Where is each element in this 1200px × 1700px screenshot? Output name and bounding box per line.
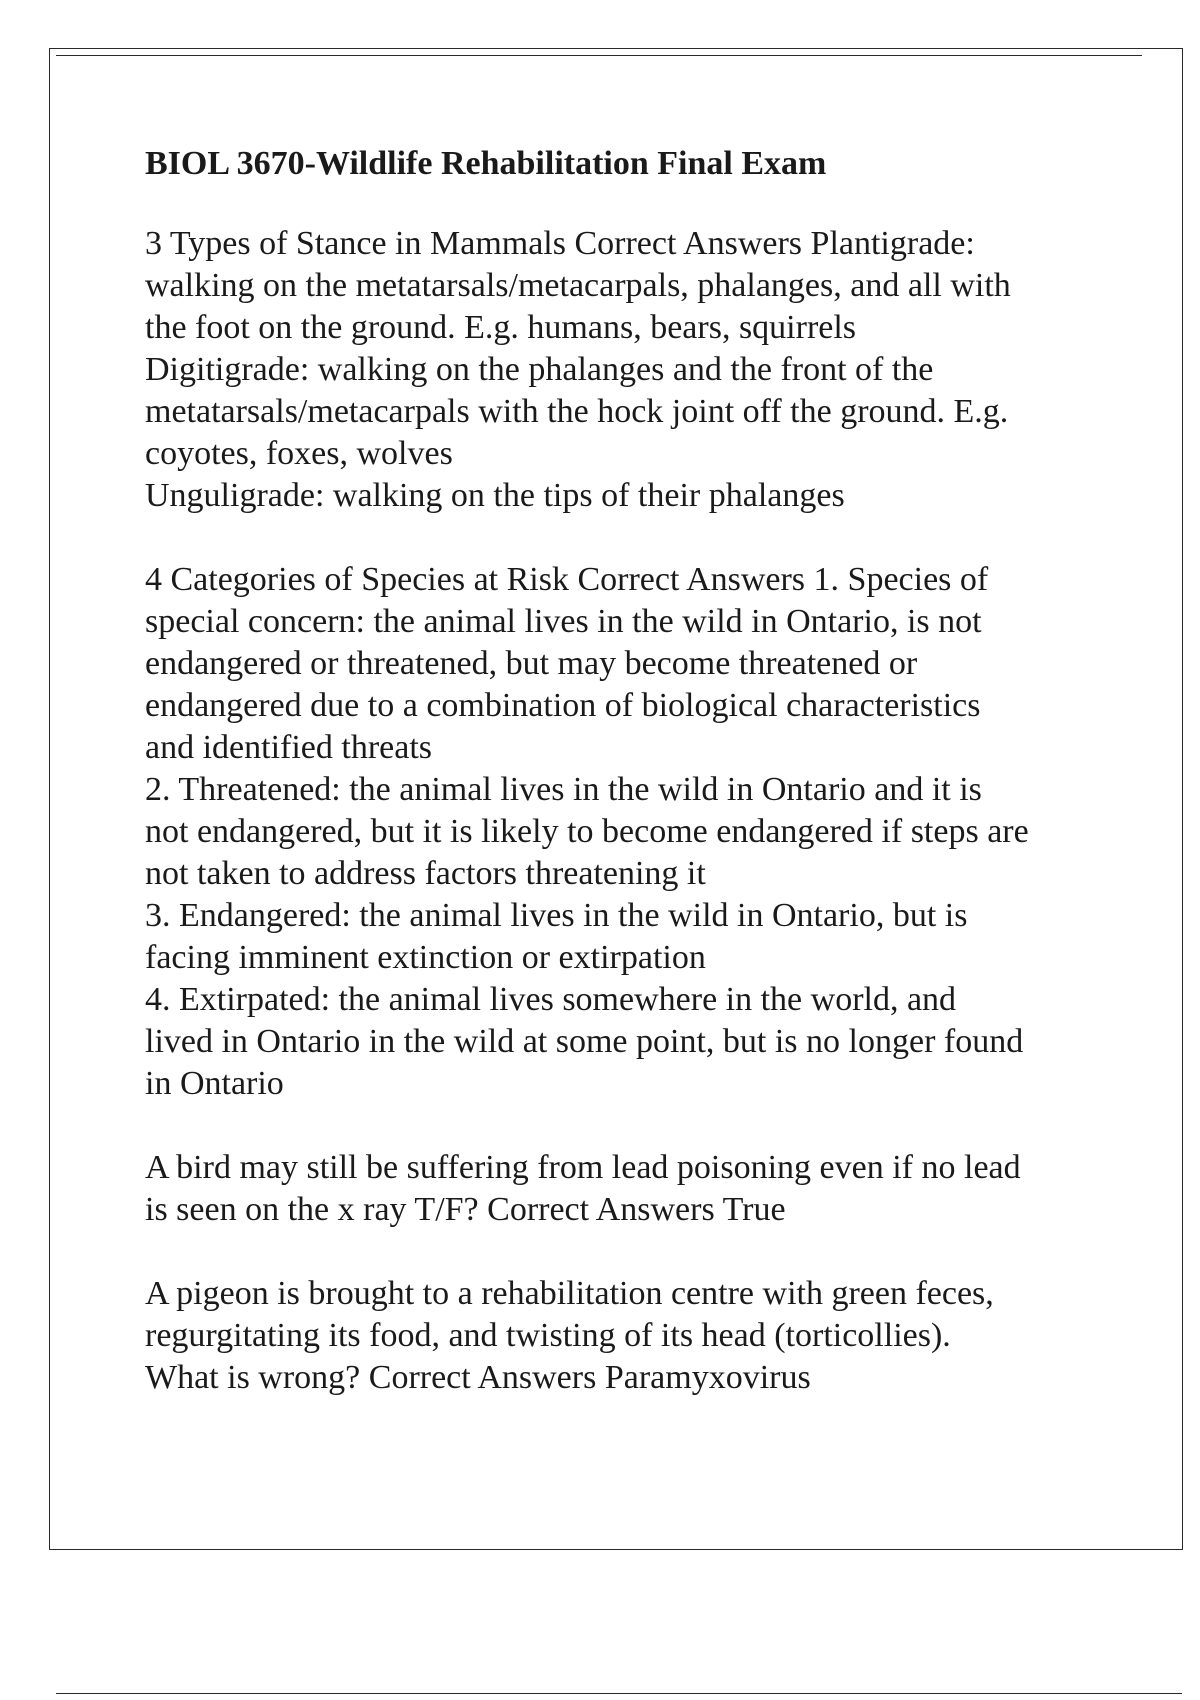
entry-line: facing imminent extinction or extirpation xyxy=(145,939,706,976)
entry-line: endangered due to a combination of biological characteristics xyxy=(145,687,981,724)
qa-entry-pigeon xyxy=(145,1273,1105,1399)
entry-line: 2. Threatened: the animal lives in the wild in Ontario and it is xyxy=(145,771,982,808)
qa-entry-species-at-risk xyxy=(145,559,1105,1105)
entry-line: the foot on the ground. E.g. humans, bears, squirrels xyxy=(145,309,857,346)
entry-line: A bird may still be suffering from lead poisoning even if no lead xyxy=(145,1149,1021,1186)
entry-line: regurgitating its food, and twisting of its head (torticollies). xyxy=(145,1317,951,1354)
entry-line: walking on the metatarsals/metacarpals, phalanges, and all with xyxy=(145,267,1011,304)
entry-line: 4 Categories of Species at Risk Correct Answers 1. Species of xyxy=(145,561,989,598)
entry-line: metatarsals/metacarpals with the hock joint off the ground. E.g. xyxy=(145,393,1009,430)
bottom-rule xyxy=(56,1693,1182,1694)
qa-entry-stance xyxy=(145,223,1105,517)
entry-line: not taken to address factors threatening it xyxy=(145,855,706,892)
qa-entry-lead-poisoning xyxy=(145,1147,1105,1231)
entry-line: lived in Ontario in the wild at some point, but is no longer found xyxy=(145,1023,1024,1060)
document-title: BIOL 3670-Wildlife Rehabilitation Final Exam xyxy=(145,145,827,182)
entry-line: Unguligrade: walking on the tips of their phalanges xyxy=(145,477,845,514)
entry-line: Digitigrade: walking on the phalanges and the front of the xyxy=(145,351,934,388)
entry-line: in Ontario xyxy=(145,1065,284,1102)
entry-line: not endangered, but it is likely to become endangered if steps are xyxy=(145,813,1029,850)
entry-line: 3. Endangered: the animal lives in the wild in Ontario, but is xyxy=(145,897,968,934)
entry-line: 3 Types of Stance in Mammals Correct Answers Plantigrade: xyxy=(145,225,975,262)
entry-line: endangered or threatened, but may become threatened or xyxy=(145,645,918,682)
entry-line: 4. Extirpated: the animal lives somewhere in the world, and xyxy=(145,981,957,1018)
entry-line: and identified threats xyxy=(145,729,433,766)
document-body xyxy=(145,143,1105,1441)
entry-line: is seen on the x ray T/F? Correct Answers True xyxy=(145,1191,786,1228)
entry-line: special concern: the animal lives in the wild in Ontario, is not xyxy=(145,603,982,640)
entry-line: coyotes, foxes, wolves xyxy=(145,435,453,472)
entry-line: A pigeon is brought to a rehabilitation centre with green feces, xyxy=(145,1275,994,1312)
entry-line: What is wrong? Correct Answers Paramyxovirus xyxy=(145,1359,811,1396)
